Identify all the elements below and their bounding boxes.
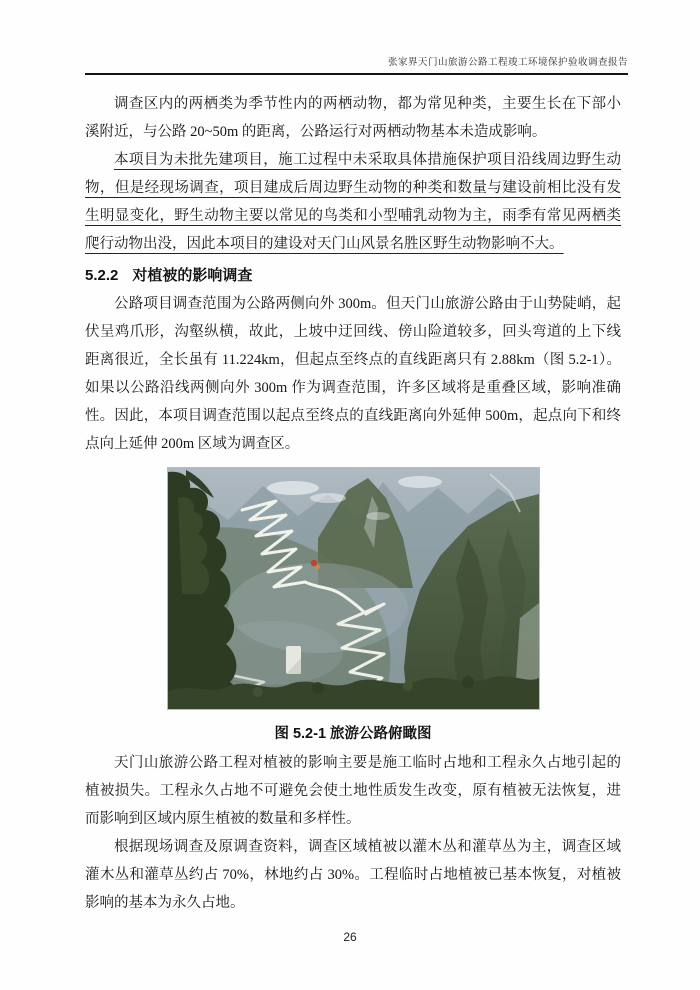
header-title: 张家界天门山旅游公路工程竣工环境保护验收调查报告 — [387, 57, 628, 68]
section-number: 5.2.2 — [85, 267, 119, 284]
section-heading-5-2-2 — [85, 265, 621, 287]
section-title: 对植被的影响调查 — [132, 267, 253, 284]
paragraph-vegetation-coverage: 根据现场调查及原调查资料，调查区域植被以灌木丛和灌草丛为主，调查区域灌木丛和灌草丛约占 70%，林地约占 30%。工程临时占地植被已基本恢复，对植被影响的基本为永久占地。 — [85, 839, 621, 911]
paragraph-survey-scope: 公路项目调查范围为公路两侧向外 300m。但天门山旅游公路由于山势陡峭，起伏呈鸡爪形，沟壑纵横，故此，上坡中迂回线、傍山险道较多，回头弯道的上下线距离很近，全长虽有 11.224km，但起点至终点的直线距离只有 2.88km（图 5.2-1）。如果以公路沿线两侧向外 300m 作为调查范围，许多区域将是重叠区域，影响准确性。因此，本项目调查范围以起点至终点的直线距离向外延伸 500m，起点向下和终点向上延伸 200m 区域为调查区。 — [85, 296, 621, 452]
tourist-road-aerial-photo — [167, 467, 540, 710]
page-number: 26 — [343, 930, 357, 944]
figure-caption: 图 5.2-1 旅游公路俯瞰图 — [274, 726, 432, 742]
paragraph-vegetation-impact: 天门山旅游公路工程对植被的影响主要是施工临时占地和工程永久占地引起的植被损失。工程永久占地不可避免会使土地性质发生改变，原有植被无法恢复，进而影响到区域内原生植被的数量和多样性。 — [85, 755, 621, 827]
mountain-road-photo-illustration — [168, 468, 539, 709]
page-footer — [0, 928, 700, 946]
paragraph-wildlife-conclusion-underlined: 本项目为未批先建项目，施工过程中未采取具体措施保护项目沿线周边野生动物，但是经现场调查，项目建成后周边野生动物的种类和数量与建设前相比没有发生明显变化，野生动物主要以常见的鸟类和小型哺乳动物为主，雨季有常见两栖类爬行动物出没，因此本项目的建设对天门山风景名胜区野生动物影响不大。 — [85, 152, 621, 252]
figure-5-2-1 — [85, 467, 621, 743]
header-rule — [85, 73, 628, 75]
page-header — [0, 0, 700, 75]
document-content — [0, 90, 700, 917]
paragraph-amphibians: 调查区内的两栖类为季节性内的两栖动物，都为常见种类，主要生长在下部小溪附近，与公路 20~50m 的距离，公路运行对两栖动物基本未造成影响。 — [85, 96, 621, 140]
